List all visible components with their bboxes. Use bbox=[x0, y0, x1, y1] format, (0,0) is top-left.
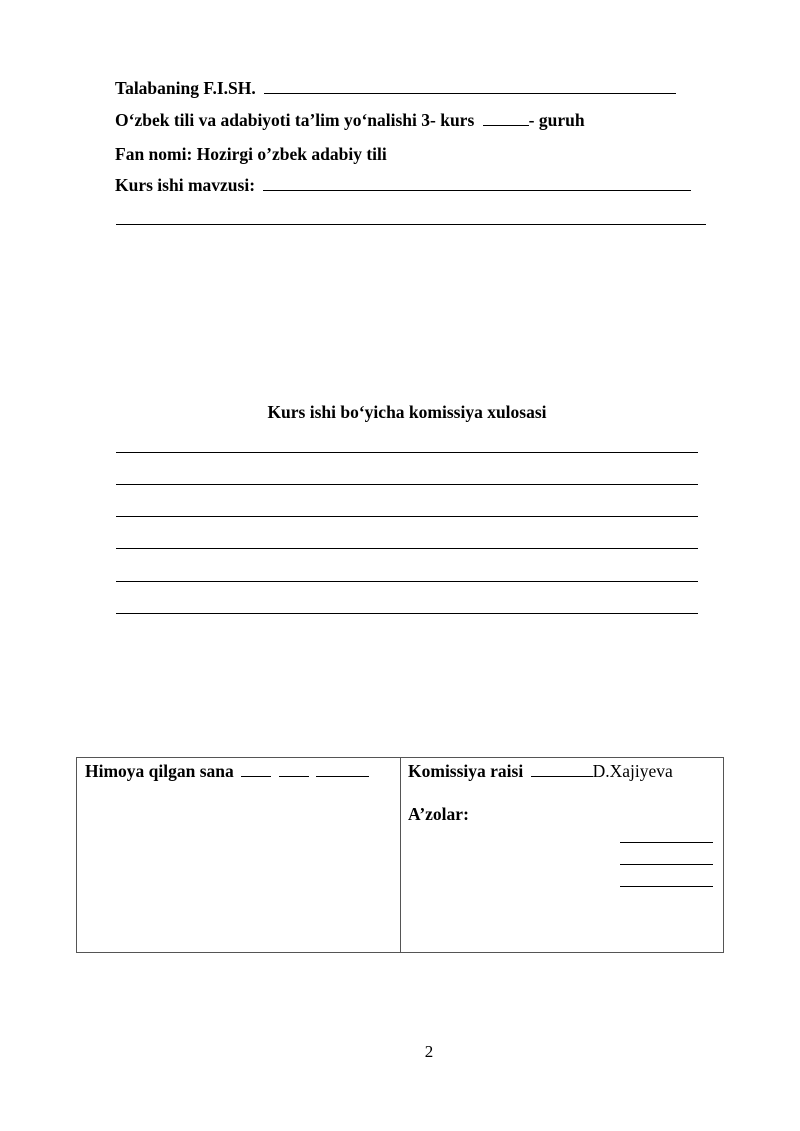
members-label: A’zolar: bbox=[408, 804, 469, 824]
conclusion-line bbox=[116, 516, 698, 517]
member-signature-line bbox=[620, 864, 713, 865]
direction-line bbox=[115, 110, 585, 130]
conclusion-line bbox=[116, 452, 698, 453]
chair-label: Komissiya raisi bbox=[408, 761, 524, 781]
date-year-blank bbox=[316, 762, 369, 777]
defense-date-label: Himoya qilgan sana bbox=[85, 761, 234, 781]
topic-continuation-line bbox=[116, 224, 706, 225]
conclusion-line bbox=[116, 548, 698, 549]
chair-signature-blank bbox=[531, 762, 593, 777]
conclusion-line bbox=[116, 613, 698, 614]
student-name-blank bbox=[264, 79, 676, 94]
conclusion-line bbox=[116, 581, 698, 582]
group-suffix: - guruh bbox=[528, 110, 585, 130]
commission-chair-line bbox=[408, 761, 673, 781]
defense-date-field bbox=[85, 761, 369, 781]
member-signature-line bbox=[620, 886, 713, 887]
group-blank bbox=[483, 111, 529, 126]
chair-name: D.Xajiyeva bbox=[592, 761, 673, 781]
member-signature-line bbox=[620, 842, 713, 843]
topic-label: Kurs ishi mavzusi: bbox=[115, 175, 256, 195]
direction-text: O‘zbek tili va adabiyoti ta’lim yo‘nalishi 3- kurs bbox=[115, 110, 475, 130]
date-day-blank bbox=[241, 762, 271, 777]
subject-line: Fan nomi: Hozirgi o’zbek adabiy tili bbox=[115, 144, 387, 164]
student-name-field bbox=[115, 78, 676, 98]
page-number: 2 bbox=[424, 1042, 434, 1061]
commission-cell bbox=[400, 757, 724, 953]
topic-field bbox=[115, 175, 691, 195]
student-name-label: Talabaning F.I.SH. bbox=[115, 78, 256, 98]
conclusion-title: Kurs ishi bo‘yicha komissiya xulosasi bbox=[267, 402, 547, 422]
conclusion-line bbox=[116, 484, 698, 485]
defense-date-cell bbox=[76, 757, 401, 953]
topic-blank bbox=[263, 176, 691, 191]
date-month-blank bbox=[279, 762, 309, 777]
